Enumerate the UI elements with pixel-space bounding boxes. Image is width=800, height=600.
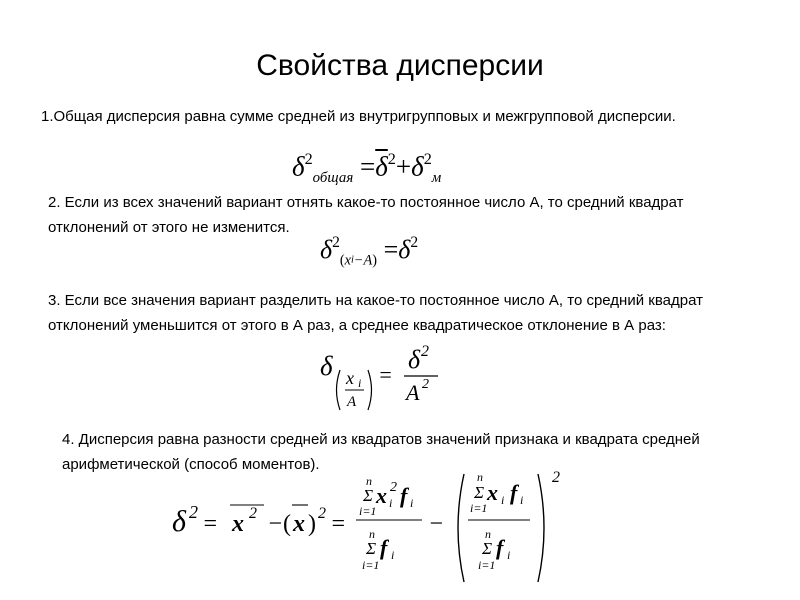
svg-text:2: 2 — [390, 480, 397, 495]
svg-text:2: 2 — [552, 469, 560, 486]
f3-num-delta: δ — [408, 345, 421, 374]
f3-left-paren — [337, 370, 341, 410]
svg-text:−: − — [267, 511, 284, 537]
f3-right-paren — [368, 370, 372, 410]
svg-text:δ: δ — [172, 505, 186, 538]
f3-x: x — [346, 368, 354, 388]
formula-shift-invariance: $\delta^2_{(xi-A)} =\delta^2$ — [320, 234, 419, 269]
f3-num-sq: 2 — [421, 343, 429, 360]
svg-text:Σ: Σ — [482, 539, 493, 558]
svg-text:i: i — [391, 548, 395, 562]
svg-text:f: f — [510, 480, 518, 505]
f3-A-bottom: A — [347, 394, 357, 410]
svg-text:Σ: Σ — [366, 539, 377, 558]
f3-den-sq: 2 — [422, 377, 429, 392]
formula-total-variance: $\delta^2_{общая} =\overline{\delta}^2+\delta^2_м$ — [292, 150, 442, 186]
svg-text:f: f — [496, 535, 504, 560]
svg-text:Σ: Σ — [363, 486, 374, 505]
svg-text:i=1: i=1 — [470, 501, 488, 515]
svg-text:(: ( — [283, 511, 291, 537]
svg-text:): ) — [308, 511, 316, 537]
svg-text:i=1: i=1 — [478, 558, 496, 572]
svg-text:=: = — [330, 511, 347, 537]
svg-text:Σ: Σ — [474, 483, 485, 502]
f3-i: i — [358, 376, 362, 390]
svg-text:2: 2 — [318, 505, 326, 522]
svg-text:i: i — [501, 493, 505, 507]
svg-text:=: = — [202, 511, 219, 537]
svg-text:f: f — [380, 535, 388, 560]
svg-text:i: i — [389, 496, 393, 510]
svg-text:n: n — [477, 470, 483, 484]
f3-equals: = — [378, 362, 393, 387]
property-3-text: 3. Если все значения вариант разделить на какое-то постоянное число А, то средний квадрат отклонений уменьшится от этого в А раз, а среднее квадратическое отклонение в А раз: — [48, 292, 703, 334]
svg-text:x: x — [293, 511, 305, 537]
f3-den-A: A — [406, 380, 420, 405]
f3-delta: δ — [320, 351, 333, 381]
svg-text:n: n — [366, 474, 372, 488]
svg-text:i=1: i=1 — [359, 504, 377, 518]
formula-scale-variance — [320, 340, 450, 423]
svg-text:n: n — [369, 527, 375, 541]
svg-text:2: 2 — [189, 502, 198, 522]
svg-text:i: i — [507, 548, 511, 562]
svg-text:i: i — [410, 496, 414, 510]
property-4-text: 4. Дисперсия равна разности средней из квадратов значений признака и квадрата средней арифметической (способ моментов). — [62, 431, 700, 473]
page-title: Свойства дисперсии — [256, 49, 544, 82]
svg-text:−: − — [428, 511, 445, 537]
svg-text:i: i — [520, 493, 524, 507]
svg-text:2: 2 — [249, 505, 257, 522]
property-1-text: 1.Общая дисперсия равна сумме средней из внутригрупповых и межгрупповой дисперсии. — [41, 108, 676, 125]
formula-moments — [172, 468, 592, 593]
svg-text:x: x — [232, 511, 244, 537]
svg-text:x: x — [487, 480, 498, 505]
svg-text:n: n — [485, 527, 491, 541]
svg-text:x: x — [376, 483, 387, 508]
svg-text:i=1: i=1 — [362, 558, 380, 572]
property-2-text: 2. Если из всех значений вариант отнять какое-то постоянное число А, то средний квадрат отклонений от этого не изменится. — [48, 194, 684, 236]
svg-text:f: f — [400, 483, 408, 508]
